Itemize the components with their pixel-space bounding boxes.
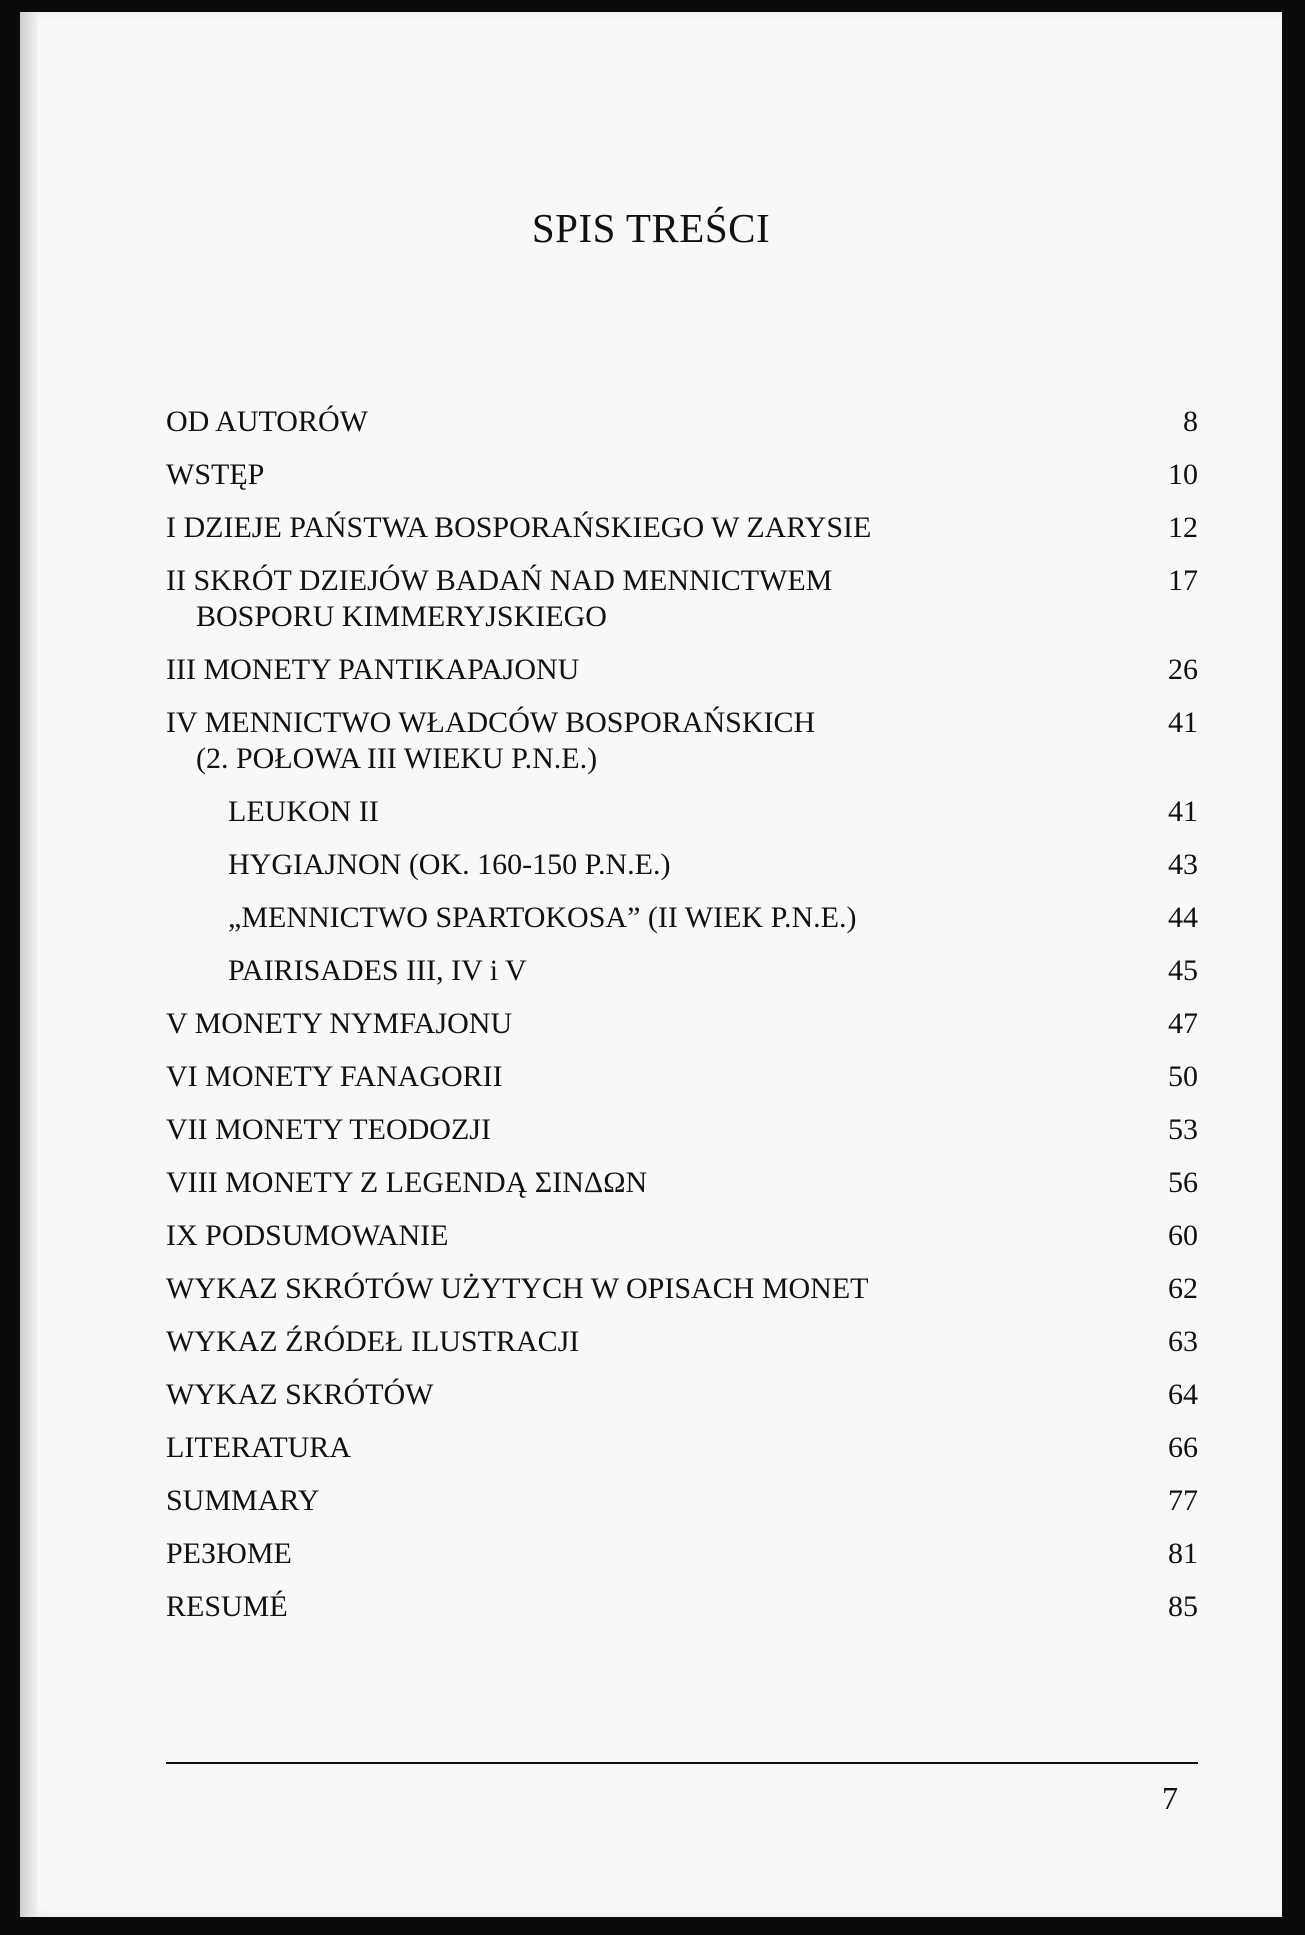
toc-entry-text: WSTĘP (166, 458, 265, 491)
toc-entry-page: 47 (1168, 1007, 1198, 1040)
toc-entry-page: 41 (1168, 795, 1198, 828)
toc-entry-text: VI MONETY FANAGORII (166, 1060, 503, 1093)
toc-subentry (166, 900, 1198, 936)
toc-entry-page: 77 (1168, 1484, 1198, 1517)
toc-entry-page: 56 (1168, 1166, 1198, 1199)
toc-entry-page: 43 (1168, 848, 1198, 881)
toc-entry-text: „MENNICTWO SPARTOKOSA” (II WIEK P.N.E.) (228, 901, 857, 934)
toc-entry (166, 1165, 1198, 1201)
toc-entry-page: 62 (1168, 1272, 1198, 1305)
toc-entry (166, 1271, 1198, 1307)
toc-subentry (166, 794, 1198, 830)
toc-entry (166, 1112, 1198, 1148)
toc-entry-page: 26 (1168, 653, 1198, 686)
toc-entry-text: V MONETY NYMFAJONU (166, 1007, 513, 1040)
toc-entry-page: 12 (1168, 511, 1198, 544)
footer-divider (166, 1762, 1198, 1764)
toc-entry-text: HYGIAJNON (OK. 160-150 P.N.E.) (228, 848, 671, 881)
toc-entry-page: 81 (1168, 1537, 1198, 1570)
toc-entry-page: 53 (1168, 1113, 1198, 1146)
toc-entry-page: 60 (1168, 1219, 1198, 1252)
toc-entry-page: 10 (1168, 458, 1198, 491)
toc-entry-page: 8 (1183, 405, 1198, 438)
toc-entry-text: RESUMÉ (166, 1590, 288, 1623)
toc-entry-page: 45 (1168, 954, 1198, 987)
toc-entry (166, 1006, 1198, 1042)
toc-entry (166, 1430, 1198, 1466)
toc-entry-page: 50 (1168, 1060, 1198, 1093)
toc-entry-text (166, 705, 815, 777)
toc-entry-page: 63 (1168, 1325, 1198, 1358)
toc-entry (166, 510, 1198, 546)
toc-entry (166, 563, 1198, 635)
page-title: SPIS TREŚCI (531, 205, 771, 251)
book-page (20, 12, 1282, 1917)
toc-entry-text: VIII MONETY Z LEGENDĄ ΣΙΝΔΩΝ (166, 1166, 648, 1199)
toc-entry (166, 705, 1198, 777)
toc-entry (166, 1483, 1198, 1519)
toc-entry (166, 652, 1198, 688)
toc-entry (166, 1324, 1198, 1360)
toc-entry-text: I DZIEJE PAŃSTWA BOSPORAŃSKIEGO W ZARYSIE (166, 511, 872, 544)
toc-entry (166, 1536, 1198, 1572)
page-number: 7 (1162, 1780, 1178, 1816)
toc-entry (166, 1059, 1198, 1095)
toc-entry-text: III MONETY PANTIKAPAJONU (166, 653, 580, 686)
toc-entry-text: PEЗЮМЕ (166, 1537, 292, 1570)
toc-entry-page: 64 (1168, 1378, 1198, 1411)
toc-entry-text: VII MONETY TEODOZJI (166, 1113, 491, 1146)
toc-entry-text: PAIRISADES III, IV i V (228, 954, 527, 987)
toc-entry-continuation: BOSPORU KIMMERYJSKIEGO (196, 600, 607, 633)
toc-entry (166, 457, 1198, 493)
toc-entry-line: II SKRÓT DZIEJÓW BADAŃ NAD MENNICTWEM (166, 564, 833, 597)
toc-entry-continuation: (2. POŁOWA III WIEKU P.N.E.) (196, 742, 598, 775)
toc-entry (166, 1589, 1198, 1625)
toc-entry-page: 85 (1168, 1590, 1198, 1623)
toc-entry-text: LITERATURA (166, 1431, 351, 1464)
toc-entry-text: WYKAZ SKRÓTÓW UŻYTYCH W OPISACH MONET (166, 1272, 869, 1305)
toc-entry-line: IV MENNICTWO WŁADCÓW BOSPORAŃSKICH (166, 706, 816, 739)
toc-subentry (166, 847, 1198, 883)
toc-entry-text: SUMMARY (166, 1484, 320, 1517)
toc-entry (166, 1377, 1198, 1413)
toc-entry (166, 1218, 1198, 1254)
toc-entry-text: OD AUTORÓW (166, 405, 368, 438)
toc-entry (166, 404, 1198, 440)
page-spine-shadow (20, 12, 38, 1917)
toc-entry-page: 17 (1168, 564, 1198, 597)
toc-entry-text: WYKAZ SKRÓTÓW (166, 1378, 434, 1411)
toc-entry-page: 66 (1168, 1431, 1198, 1464)
toc-subentry (166, 953, 1198, 989)
toc-entry-text: WYKAZ ŹRÓDEŁ ILUSTRACJI (166, 1325, 580, 1358)
toc-entry-text (166, 563, 832, 635)
table-of-contents (166, 404, 1198, 1642)
toc-entry-page: 41 (1168, 706, 1198, 739)
toc-entry-text: LEUKON II (228, 795, 379, 828)
toc-entry-page: 44 (1168, 901, 1198, 934)
toc-entry-text: IX PODSUMOWANIE (166, 1219, 449, 1252)
